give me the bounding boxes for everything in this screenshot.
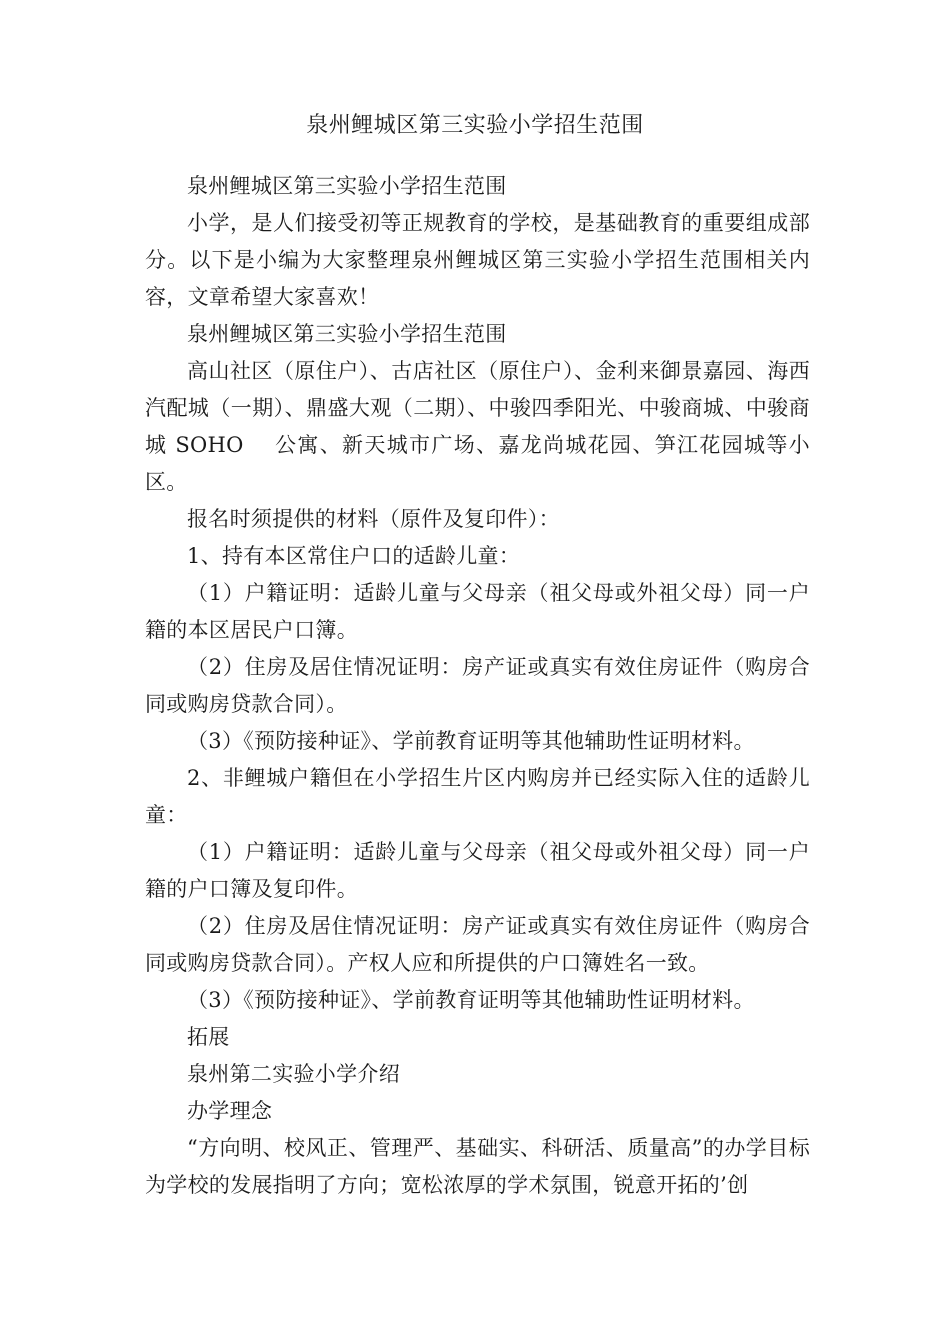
paragraph: 2、非鲤城户籍但在小学招生片区内购房并已经实际入住的适龄儿童：: [145, 766, 810, 827]
document-title: 泉州鲤城区第三实验小学招生范围: [306, 113, 644, 138]
paragraph: 高山社区（原住户）、古店社区（原住户）、金利来御景嘉园、海西汽配城（一期）、鼎盛大观（二期）、中骏四季阳光、中骏商城、中骏商城 SOHO 公寓、新天城市广场、嘉龙尚城花园、笋江花园城等小区。: [145, 359, 810, 494]
document-body: [145, 168, 810, 1204]
paragraph: （1）户籍证明：适龄儿童与父母亲（祖父母或外祖父母）同一户籍的户口簿及复印件。: [145, 840, 810, 901]
paragraph: 泉州鲤城区第三实验小学招生范围: [187, 322, 507, 346]
paragraph: （2）住房及居住情况证明：房产证或真实有效住房证件（购房合同或购房贷款合同）。: [145, 655, 810, 716]
paragraph: （3）《预防接种证》、学前教育证明等其他辅助性证明材料。: [187, 729, 755, 753]
paragraph: （3）《预防接种证》、学前教育证明等其他辅助性证明材料。: [187, 988, 755, 1012]
paragraph: 泉州鲤城区第三实验小学招生范围: [187, 174, 507, 198]
paragraph: （2）住房及居住情况证明：房产证或真实有效住房证件（购房合同或购房贷款合同）。产权人应和所提供的户口簿姓名一致。: [145, 914, 810, 975]
paragraph: （1）户籍证明：适龄儿童与父母亲（祖父母或外祖父母）同一户籍的本区居民户口簿。: [145, 581, 810, 642]
paragraph: 泉州第二实验小学介绍: [187, 1062, 400, 1086]
paragraph: 小学，是人们接受初等正规教育的学校，是基础教育的重要组成部分。以下是小编为大家整理泉州鲤城区第三实验小学招生范围相关内容，文章希望大家喜欢！: [145, 211, 810, 309]
paragraph: 拓展: [187, 1025, 230, 1049]
paragraph: 1、持有本区常住户口的适龄儿童：: [187, 544, 521, 568]
paragraph: 办学理念: [187, 1099, 273, 1123]
paragraph: 报名时须提供的材料（原件及复印件）：: [187, 507, 560, 531]
paragraph: “方向明、校风正、管理严、基础实、科研活、质量高”的办学目标为学校的发展指明了方向；宽松浓厚的学术氛围，锐意开拓的’创: [145, 1136, 810, 1197]
